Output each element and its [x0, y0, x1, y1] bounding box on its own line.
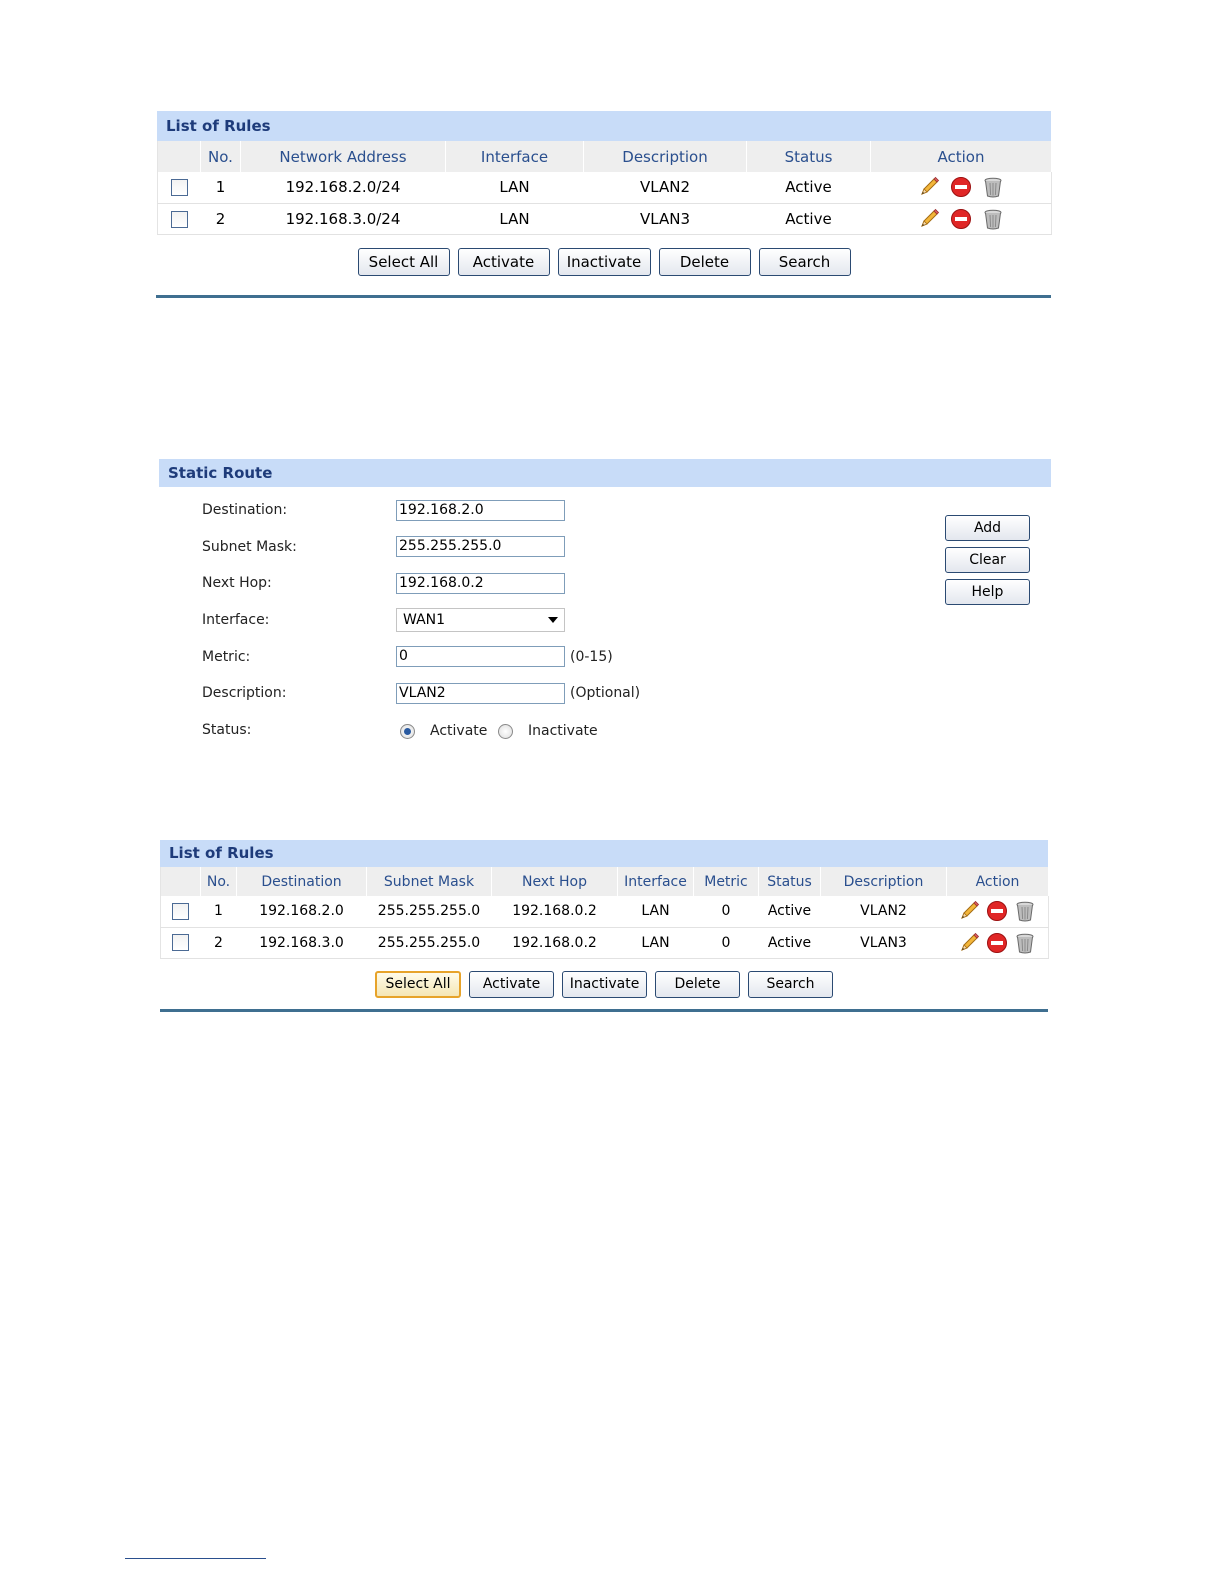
- row-checkbox[interactable]: [171, 211, 188, 228]
- row-no: 1: [201, 896, 237, 927]
- row-no: 2: [201, 203, 241, 234]
- row-description: VLAN2: [821, 896, 947, 927]
- column-header-action: Action: [871, 141, 1052, 172]
- column-header-status: Status: [759, 867, 821, 896]
- table-row: [158, 203, 1052, 234]
- next-hop-input[interactable]: 192.168.0.2: [396, 573, 565, 594]
- row-interface: LAN: [618, 896, 694, 927]
- column-header-no: No.: [201, 141, 241, 172]
- row-interface: LAN: [446, 203, 584, 234]
- disable-icon[interactable]: [986, 900, 1008, 922]
- button-row: [160, 959, 1048, 998]
- row-next-hop: 192.168.0.2: [492, 896, 618, 927]
- description-input[interactable]: VLAN2: [396, 683, 565, 704]
- trash-icon[interactable]: [982, 208, 1004, 230]
- disable-icon[interactable]: [950, 208, 972, 230]
- trash-icon[interactable]: [982, 176, 1004, 198]
- row-destination: 192.168.2.0: [237, 896, 367, 927]
- row-metric: 0: [694, 896, 759, 927]
- rules-table: [157, 141, 1052, 235]
- trash-icon[interactable]: [1014, 900, 1036, 922]
- row-no: 1: [201, 172, 241, 203]
- subnet-mask-input[interactable]: 255.255.255.0: [396, 536, 565, 557]
- disable-icon[interactable]: [950, 176, 972, 198]
- row-status: Active: [759, 927, 821, 958]
- metric-range-note: (0-15): [570, 649, 613, 665]
- next-hop-label: Next Hop:: [202, 575, 272, 591]
- status-inactivate-radio[interactable]: [498, 724, 513, 739]
- row-actions: [947, 896, 1049, 927]
- row-next-hop: 192.168.0.2: [492, 927, 618, 958]
- row-actions: [947, 927, 1049, 958]
- activate-button[interactable]: Activate: [458, 248, 550, 276]
- column-header-no: No.: [201, 867, 237, 896]
- column-header-subnet-mask: Subnet Mask: [367, 867, 492, 896]
- column-header-select: [158, 141, 201, 172]
- destination-input[interactable]: 192.168.2.0: [396, 500, 565, 521]
- description-label: Description:: [202, 685, 287, 701]
- edit-pencil-icon[interactable]: [918, 208, 940, 230]
- destination-label: Destination:: [202, 502, 288, 518]
- select-all-button[interactable]: Select All: [375, 971, 461, 998]
- status-activate-label: Activate: [430, 723, 488, 739]
- panel-title: Static Route: [159, 459, 1051, 487]
- column-header-network-address: Network Address: [241, 141, 446, 172]
- static-route-form: [159, 487, 1051, 777]
- section-divider: [160, 1009, 1048, 1012]
- table-row: [161, 896, 1049, 927]
- row-subnet-mask: 255.255.255.0: [367, 896, 492, 927]
- column-header-description: Description: [821, 867, 947, 896]
- inactivate-button[interactable]: Inactivate: [558, 248, 651, 276]
- row-description: VLAN3: [584, 203, 747, 234]
- edit-pencil-icon[interactable]: [958, 900, 980, 922]
- row-subnet-mask: 255.255.255.0: [367, 927, 492, 958]
- row-network-address: 192.168.2.0/24: [241, 172, 446, 203]
- section-divider: [156, 295, 1051, 298]
- chevron-down-icon: [548, 617, 558, 623]
- metric-input[interactable]: 0: [396, 646, 565, 667]
- metric-label: Metric:: [202, 649, 251, 665]
- panel-title: List of Rules: [157, 111, 1051, 141]
- row-select-cell: [158, 172, 201, 203]
- status-label: Status:: [202, 722, 252, 738]
- footer-rule: [125, 1558, 266, 1559]
- column-header-description: Description: [584, 141, 747, 172]
- panel-title: List of Rules: [160, 840, 1048, 867]
- row-status: Active: [747, 203, 871, 234]
- row-actions: [871, 203, 1052, 234]
- row-interface: LAN: [446, 172, 584, 203]
- interface-label: Interface:: [202, 612, 270, 628]
- select-all-button[interactable]: Select All: [358, 248, 450, 276]
- row-description: VLAN2: [584, 172, 747, 203]
- row-checkbox[interactable]: [172, 903, 189, 920]
- subnet-mask-label: Subnet Mask:: [202, 539, 297, 555]
- rules-table: [160, 867, 1049, 959]
- search-button[interactable]: Search: [748, 971, 833, 998]
- edit-pencil-icon[interactable]: [918, 176, 940, 198]
- button-row: [157, 235, 1051, 276]
- list-of-rules-panel-2: [160, 840, 1048, 998]
- column-header-select: [161, 867, 201, 896]
- delete-button[interactable]: Delete: [659, 248, 751, 276]
- column-header-action: Action: [947, 867, 1049, 896]
- column-header-next-hop: Next Hop: [492, 867, 618, 896]
- column-header-interface: Interface: [446, 141, 584, 172]
- row-description: VLAN3: [821, 927, 947, 958]
- add-button[interactable]: Add: [945, 515, 1030, 541]
- static-route-panel: [159, 459, 1051, 777]
- status-inactivate-label: Inactivate: [528, 723, 598, 739]
- row-status: Active: [759, 896, 821, 927]
- delete-button[interactable]: Delete: [655, 971, 740, 998]
- table-header-row: [158, 141, 1052, 172]
- trash-icon[interactable]: [1014, 932, 1036, 954]
- column-header-status: Status: [747, 141, 871, 172]
- inactivate-button[interactable]: Inactivate: [562, 971, 647, 998]
- clear-button[interactable]: Clear: [945, 547, 1030, 573]
- column-header-destination: Destination: [237, 867, 367, 896]
- row-select-cell: [158, 203, 201, 234]
- description-optional-note: (Optional): [570, 685, 641, 701]
- row-no: 2: [201, 927, 237, 958]
- row-interface: LAN: [618, 927, 694, 958]
- interface-select[interactable]: [396, 608, 565, 632]
- row-actions: [871, 172, 1052, 203]
- row-checkbox[interactable]: [171, 179, 188, 196]
- column-header-metric: Metric: [694, 867, 759, 896]
- row-select-cell: [161, 927, 201, 958]
- row-checkbox[interactable]: [172, 934, 189, 951]
- edit-pencil-icon[interactable]: [958, 932, 980, 954]
- table-row: [161, 927, 1049, 958]
- list-of-rules-panel-1: [157, 111, 1051, 276]
- help-button[interactable]: Help: [945, 579, 1030, 605]
- activate-button[interactable]: Activate: [469, 971, 554, 998]
- table-row: [158, 172, 1052, 203]
- disable-icon[interactable]: [986, 932, 1008, 954]
- status-activate-radio[interactable]: [400, 724, 415, 739]
- row-metric: 0: [694, 927, 759, 958]
- row-status: Active: [747, 172, 871, 203]
- table-header-row: [161, 867, 1049, 896]
- row-destination: 192.168.3.0: [237, 927, 367, 958]
- interface-selected-value: WAN1: [403, 612, 446, 628]
- row-select-cell: [161, 896, 201, 927]
- column-header-interface: Interface: [618, 867, 694, 896]
- search-button[interactable]: Search: [759, 248, 851, 276]
- row-network-address: 192.168.3.0/24: [241, 203, 446, 234]
